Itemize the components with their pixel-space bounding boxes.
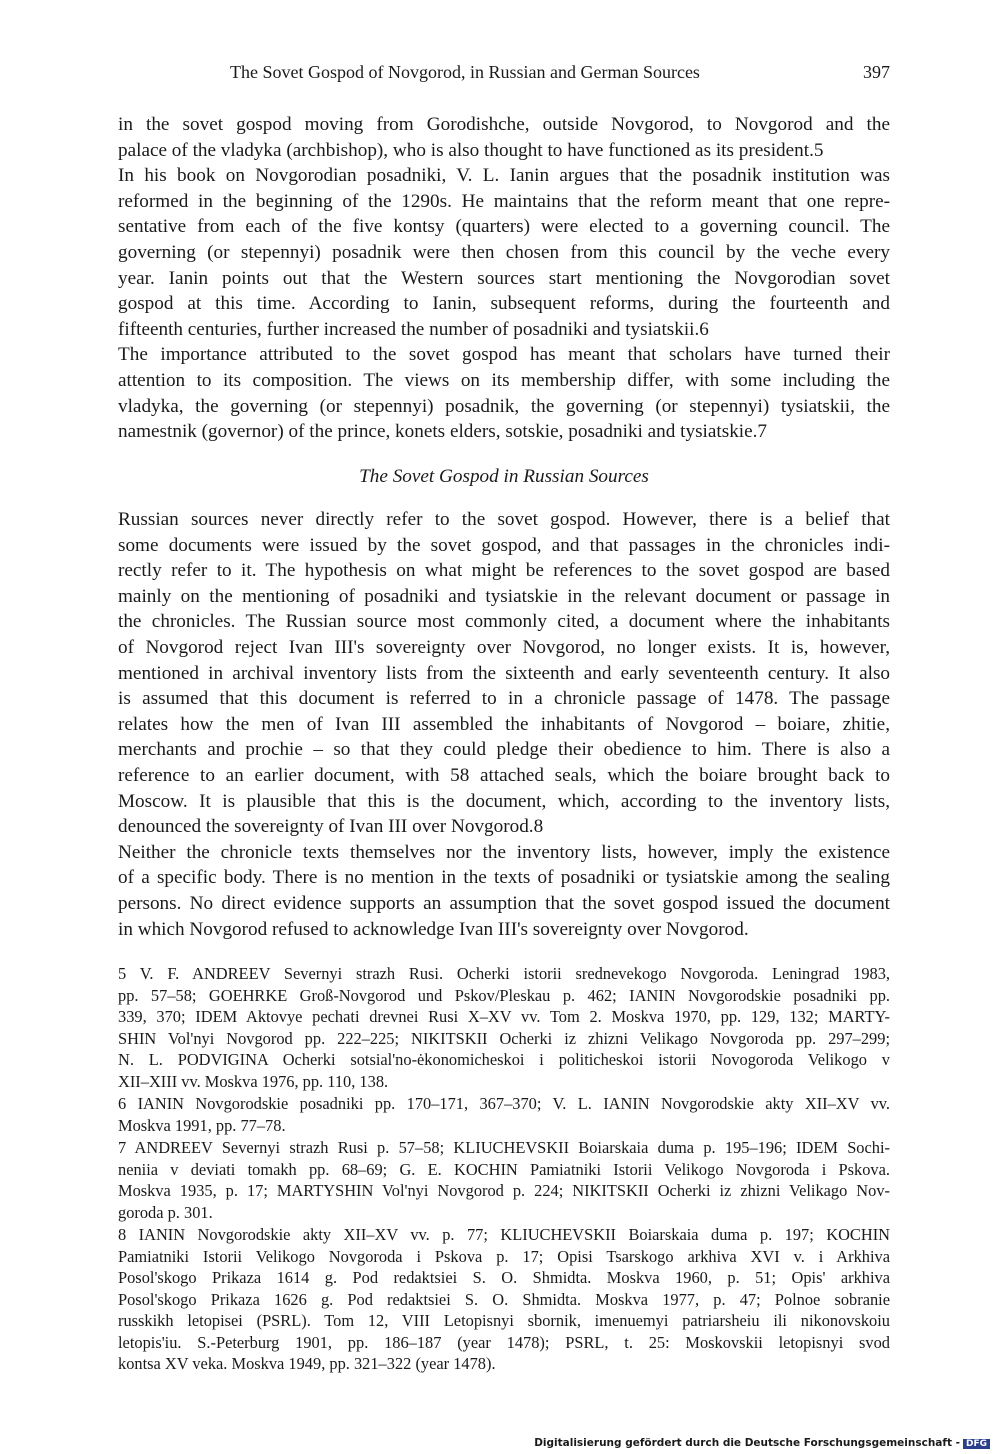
text-line: in which Novgorod refused to acknowledge Ivan III's sovereignty over Novgorod. [118, 918, 749, 940]
footnote-7 [118, 1137, 890, 1223]
text-line: denounced the sovereignty of Ivan III over Novgorod.8 [118, 816, 544, 838]
text-line: The importance attributed to the sovet gospod has meant that scholars have turned their [118, 344, 890, 366]
credit-text: Digitalisierung gefördert durch die Deutsche Forschungsgemeinschaft - [534, 1437, 960, 1449]
footnote-line: 6 IANIN Novgorodskie posadniki pp. 170–171, 367–370; V. L. IANIN Novgorodskie akty XII–XV vv. [118, 1094, 890, 1113]
text-line: reformed in the beginning of the 1290s. He maintains that the reform meant that one repre- [118, 190, 890, 212]
text-line: of a specific body. There is no mention in the texts of posadniki or tysiatskie among the sealing [118, 867, 890, 889]
running-head [118, 62, 890, 86]
footnotes [118, 963, 890, 1376]
paragraph-5 [118, 840, 890, 942]
footnote-line: letopis'iu. S.-Peterburg 1901, pp. 186–187 (year 1478); PSRL, t. 25: Moskovskii letopisnyi svod [118, 1332, 890, 1352]
text-line: governing (or stepennyi) posadnik were then chosen from this council by the veche every [118, 241, 890, 263]
footnote-5 [118, 963, 890, 1092]
text-line: year. Ianin points out that the Western sources start mentioning the Novgorodian sovet [118, 267, 890, 289]
footnote-line: 7 ANDREEV Severnyi strazh Rusi p. 57–58; KLIUCHEVSKII Boiarskaia duma p. 195–196; IDEM Sochi- [118, 1138, 890, 1157]
text-line: some documents were issued by the sovet gospod, and that passages in the chronicles indi- [118, 534, 890, 556]
text-line: vladyka, the governing (or stepennyi) posadnik, the governing (or stepennyi) tysiatskii, the [118, 395, 890, 417]
footnote-line: XII–XIII vv. Moskva 1976, pp. 110, 138. [118, 1071, 389, 1091]
text-line: namestnik (governor) of the prince, konets elders, sotskie, posadniki and tysiatskie.7 [118, 421, 768, 443]
text-line: persons. No direct evidence supports an assumption that the sovet gospod issued the document [118, 892, 890, 914]
footnote-line: Moskva 1991, pp. 77–78. [118, 1115, 286, 1135]
footnote-line: 339, 370; IDEM Aktovye pechati drevnei Rusi X–XV vv. Tom 2. Moskva 1970, pp. 129, 132; MARTY- [118, 1007, 890, 1026]
paragraph-4 [118, 507, 890, 840]
page-number: 397 [863, 62, 890, 82]
running-title: The Sovet Gospod of Novgorod, in Russian and German Sources [230, 62, 700, 82]
dfg-logo: DFG [963, 1439, 990, 1449]
paragraph-3 [118, 342, 890, 444]
footnote-line: russkikh letopisei (PSRL). Tom 12, VIII Letopisnyi sbornik, imenuemyi patriarsheiu ili nikonovskoiu [118, 1311, 890, 1330]
text-line: of Novgorod reject Ivan III's sovereignty over Novgorod, no longer exists. It is, however, [118, 636, 890, 658]
digitization-credit [534, 1437, 990, 1449]
text-line: mainly on the mentioning of posadniki and tysiatskie in the relevant document or passage in [118, 585, 890, 607]
text-line: Neither the chronicle texts themselves nor the inventory lists, however, imply the existence [118, 841, 890, 863]
text-line: rectly refer to it. The hypothesis on what might be references to the sovet gospod are based [118, 560, 890, 582]
text-line: fifteenth centuries, further increased the number of posadniki and tysiatskii.6 [118, 318, 709, 340]
footnote-line: Moskva 1935, p. 17; MARTYSHIN Vol'nyi Novgorod p. 224; NIKITSKII Ocherki iz zhizni Velikago Nov- [118, 1181, 890, 1200]
text-line: In his book on Novgorodian posadniki, V. L. Ianin argues that the posadnik institution was [118, 165, 890, 187]
paragraph-2 [118, 163, 890, 342]
text-line: attention to its composition. The views on its membership differ, with some including the [118, 369, 890, 391]
text-line: sentative from each of the five kontsy (quarters) were elected to a governing council. The [118, 216, 890, 238]
footnote-8 [118, 1224, 890, 1375]
footnote-line: goroda p. 301. [118, 1202, 213, 1222]
body-text-upper [118, 112, 890, 445]
section-heading: The Sovet Gospod in Russian Sources [359, 466, 649, 487]
text-line: relates how the men of Ivan III assembled the inhabitants of Novgorod – boiare, zhitie, [118, 713, 890, 735]
footnote-line: N. L. PODVIGINA Ocherki sotsial'no-ėkonomicheskoi i politicheskoi istorii Novogoroda Velikogo v [118, 1050, 890, 1069]
body-text-lower [118, 507, 890, 942]
text-line: the chronicles. The Russian source most commonly cited, a document where the inhabitants [118, 611, 890, 633]
footnote-line: 8 IANIN Novgorodskie akty XII–XV vv. p. 77; KLIUCHEVSKII Boiarskaia duma p. 197; KOCHIN [118, 1225, 890, 1244]
footnote-line: Posol'skogo Prikaza 1626 g. Pod redaktsiei S. O. Shmidta. Moskva 1977, p. 47; Polnoe sobranie [118, 1289, 890, 1309]
text-line: gospod at this time. According to Ianin, subsequent reforms, during the fourteenth and [118, 293, 890, 315]
text-line: Russian sources never directly refer to the sovet gospod. However, there is a belief that [118, 509, 890, 530]
footnote-line: SHIN Vol'nyi Novgorod pp. 222–225; NIKITSKII Ocherki iz zhizni Velikago Novgoroda pp. 297–299; [118, 1028, 890, 1048]
text-line: mentioned in archival inventory lists from the sixteenth and early seventeenth century. It also [118, 662, 890, 684]
footnote-line: neniia v deviati tomakh pp. 68–69; G. E. KOCHIN Pamiatniki Istorii Velikogo Novgoroda i Pskova. [118, 1159, 890, 1179]
footnote-line: kontsa XV veka. Moskva 1949, pp. 321–322 (year 1478). [118, 1354, 496, 1373]
text-line: in the sovet gospod moving from Gorodishche, outside Novgorod, to Novgorod and the [118, 114, 890, 135]
text-line: palace of the vladyka (archbishop), who is also thought to have functioned as its president.5 [118, 139, 824, 161]
text-line: merchants and prochie – so that they could pledge their obedience to him. There is also a [118, 739, 890, 761]
text-line: Moscow. It is plausible that this is the document, which, according to the inventory lists, [118, 790, 890, 812]
footnote-line: 5 V. F. ANDREEV Severnyi strazh Rusi. Ocherki istorii srednevekogo Novgoroda. Leningrad 1983, [118, 964, 890, 983]
footnote-line: Posol'skogo Prikaza 1614 g. Pod redaktsiei S. O. Shmidta. Moskva 1960, p. 51; Opis' arkhiva [118, 1268, 890, 1287]
footnote-6 [118, 1093, 890, 1136]
text-line: is assumed that this document is referred to in a chronicle passage of 1478. The passage [118, 688, 890, 710]
footnote-line: pp. 57–58; GOEHRKE Groß-Novgorod und Pskov/Pleskau p. 462; IANIN Novgorodskie posadniki pp. [118, 985, 890, 1005]
text-line: reference to an earlier document, with 58 attached seals, which the boiare brought back to [118, 764, 890, 786]
paragraph-1 [118, 112, 890, 163]
footnote-line: Pamiatniki Istorii Velikogo Novgoroda i Pskova p. 17; Opisi Tsarskogo arkhiva XVI v. i Arkhiva [118, 1246, 890, 1266]
